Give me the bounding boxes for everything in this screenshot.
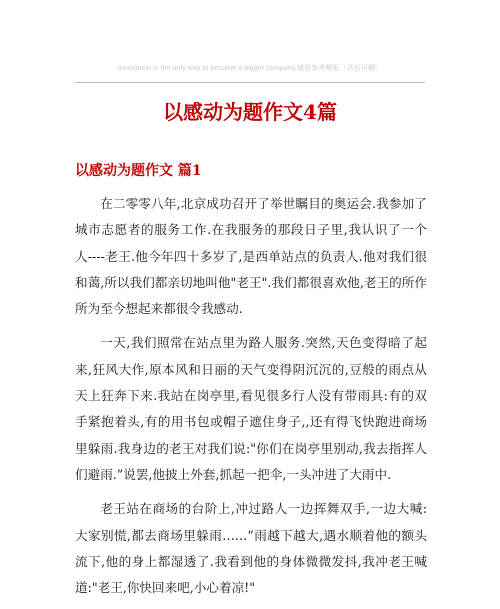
header-divider [75,82,425,83]
section-heading: 以感动为题作文 篇1 [75,163,202,179]
document-title: 以感动为题作文4篇 [163,100,337,124]
paragraph-2: 一天,我们照常在站点里为路人服务.突然,天色变得暗了起来,狂风大作,原本风和日丽的天气变得阴沉沉的,豆般的雨点从天上狂奔下来.我站在岗亭里,看见很多行人没有带雨具:有的双手紧抱着头,有的用书包或帽子遮住身子,,还有得飞快跑进商场里躲雨.我身边的老王对我们说:"你们在岗亭里别动,我去指挥人们避雨.”说罢,他披上外套,抓起一把伞,一头冲进了大雨中. [75,335,427,482]
paragraph-3: 老王站在商场的台阶上,冲过路人一边挥舞双手,一边大喊:大家别慌,都去商场里躲雨……”雨越下越大,遇水顺着他的额头流下,他的身上都湿透了.我看到他的身体微微发抖,我冲老王喊道:"老王,你快回来吧,小心着凉!" [75,501,427,596]
running-header: Innovation is the only way to become a bigger company.通用参考模板（共后可删） [117,65,383,72]
document-body [75,191,427,609]
paragraph-1: 在二零零八年,北京成功召开了举世瞩目的奥运会.我参加了城市志愿者的服务工作.在我服务的那段日子里,我认识了一个人----老王.他今年四十多岁了,是西单站点的负责人.他对我们很和蔼,所以我们都亲切地叫他"老王".我们都很喜欢他,老王的所作所为至今想起来都很令我感动. [75,196,427,317]
